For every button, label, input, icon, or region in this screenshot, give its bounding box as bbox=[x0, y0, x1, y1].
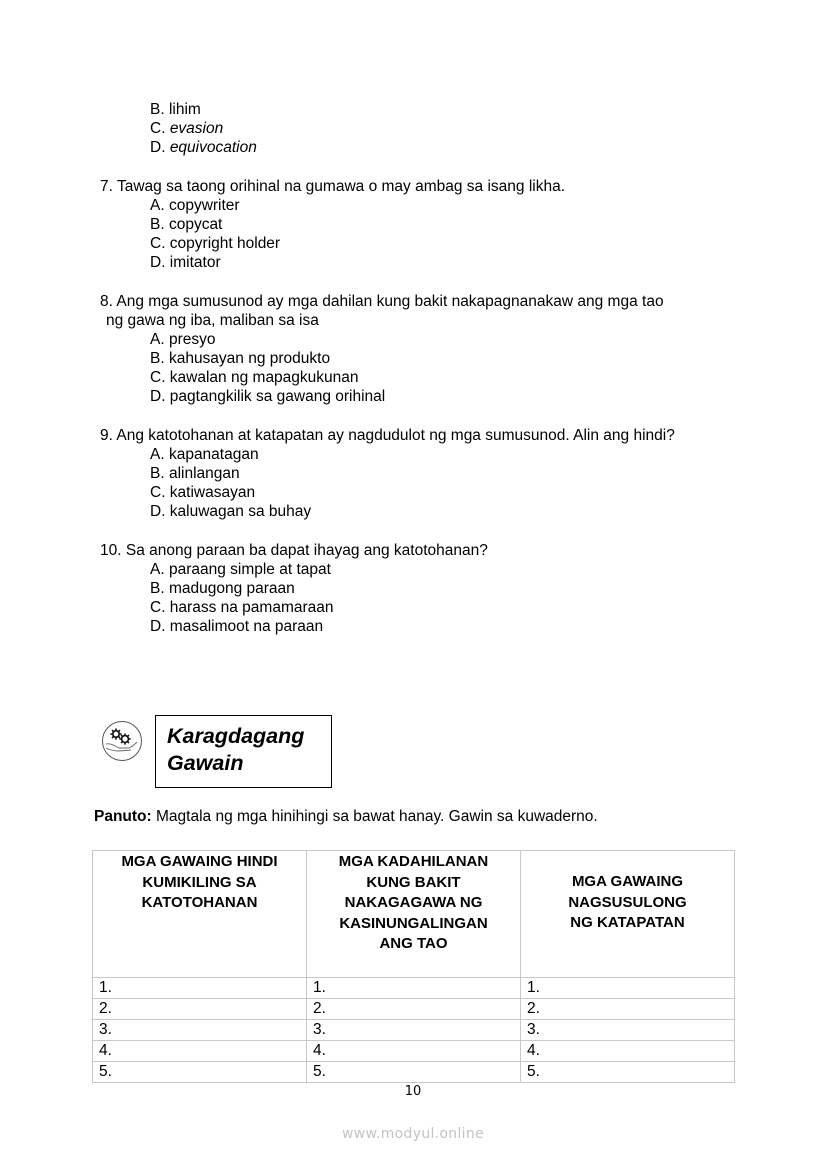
question-9-option-b: B. alinlangan bbox=[150, 465, 240, 482]
question-8-option-d: D. pagtangkilik sa gawang orihinal bbox=[150, 388, 386, 405]
instructions bbox=[94, 808, 598, 826]
table-row bbox=[93, 1041, 735, 1062]
option-d-q6: D. equivocation bbox=[150, 139, 257, 156]
watermark: www.modyul.online bbox=[342, 1126, 484, 1142]
table-row bbox=[93, 978, 735, 999]
table-cell[interactable]: 1. bbox=[521, 978, 735, 999]
table-row bbox=[93, 999, 735, 1020]
table-cell[interactable]: 5. bbox=[521, 1062, 735, 1083]
table-cell[interactable]: 5. bbox=[93, 1062, 307, 1083]
table-cell[interactable]: 1. bbox=[307, 978, 521, 999]
table-cell[interactable]: 3. bbox=[521, 1020, 735, 1041]
table-cell[interactable]: 2. bbox=[521, 999, 735, 1020]
question-9: 9. Ang katotohanan at katapatan ay nagdudulot ng mga sumusunod. Alin ang hindi? bbox=[100, 427, 675, 444]
question-9-option-a: A. kapanatagan bbox=[150, 446, 259, 463]
question-8-option-c: C. kawalan ng mapagkukunan bbox=[150, 369, 359, 386]
instructions-label: Panuto: bbox=[94, 808, 152, 825]
question-8-continuation: ng gawa ng iba, maliban sa isa bbox=[106, 312, 319, 329]
question-8: 8. Ang mga sumusunod ay mga dahilan kung bakit nakapagnanakaw ang mga tao bbox=[100, 293, 664, 310]
question-10-option-c: C. harass na pamamaraan bbox=[150, 599, 334, 616]
question-7: 7. Tawag sa taong orihinal na gumawa o may ambag sa isang likha. bbox=[100, 178, 566, 195]
instructions-text: Magtala ng mga hinihingi sa bawat hanay. Gawin sa kuwaderno. bbox=[151, 808, 598, 825]
section-header-box bbox=[155, 715, 332, 788]
question-10-option-d: D. masalimoot na paraan bbox=[150, 618, 324, 635]
column-header-1: MGA GAWAING HINDI KUMIKILING SA KATOTOHANAN bbox=[93, 851, 307, 978]
question-10-option-b: B. madugong paraan bbox=[150, 580, 295, 597]
table-row bbox=[93, 1020, 735, 1041]
option-b-q6: B. lihim bbox=[150, 101, 201, 118]
option-c-q6: C. evasion bbox=[150, 120, 224, 137]
table-cell[interactable]: 3. bbox=[93, 1020, 307, 1041]
table-cell[interactable]: 3. bbox=[307, 1020, 521, 1041]
page-number: 10 bbox=[404, 1084, 422, 1099]
section-title: Karagdagang Gawain bbox=[167, 724, 305, 775]
worksheet-table bbox=[92, 850, 735, 1083]
table-cell[interactable]: 4. bbox=[307, 1041, 521, 1062]
table-cell[interactable]: 4. bbox=[521, 1041, 735, 1062]
table-cell[interactable]: 5. bbox=[307, 1062, 521, 1083]
question-9-option-c: C. katiwasayan bbox=[150, 484, 256, 501]
question-10-option-a: A. paraang simple at tapat bbox=[150, 561, 331, 578]
gears-in-hand-icon bbox=[101, 720, 143, 762]
table-cell[interactable]: 1. bbox=[93, 978, 307, 999]
question-10: 10. Sa anong paraan ba dapat ihayag ang katotohanan? bbox=[100, 542, 488, 559]
question-7-option-b: B. copycat bbox=[150, 216, 223, 233]
question-7-option-a: A. copywriter bbox=[150, 197, 240, 214]
question-9-option-d: D. kaluwagan sa buhay bbox=[150, 503, 312, 520]
table-cell[interactable]: 2. bbox=[93, 999, 307, 1020]
table-header-row bbox=[93, 851, 735, 978]
question-7-option-c: C. copyright holder bbox=[150, 235, 281, 252]
question-8-option-a: A. presyo bbox=[150, 331, 216, 348]
table-cell[interactable]: 2. bbox=[307, 999, 521, 1020]
column-header-3: MGA GAWAING NAGSUSULONG NG KATAPATAN bbox=[521, 851, 735, 978]
table-cell[interactable]: 4. bbox=[93, 1041, 307, 1062]
question-8-option-b: B. kahusayan ng produkto bbox=[150, 350, 331, 367]
column-header-2: MGA KADAHILANAN KUNG BAKIT NAKAGAGAWA NG KASINUNGALINGAN ANG TAO bbox=[307, 851, 521, 978]
question-7-option-d: D. imitator bbox=[150, 254, 221, 271]
table-row bbox=[93, 1062, 735, 1083]
